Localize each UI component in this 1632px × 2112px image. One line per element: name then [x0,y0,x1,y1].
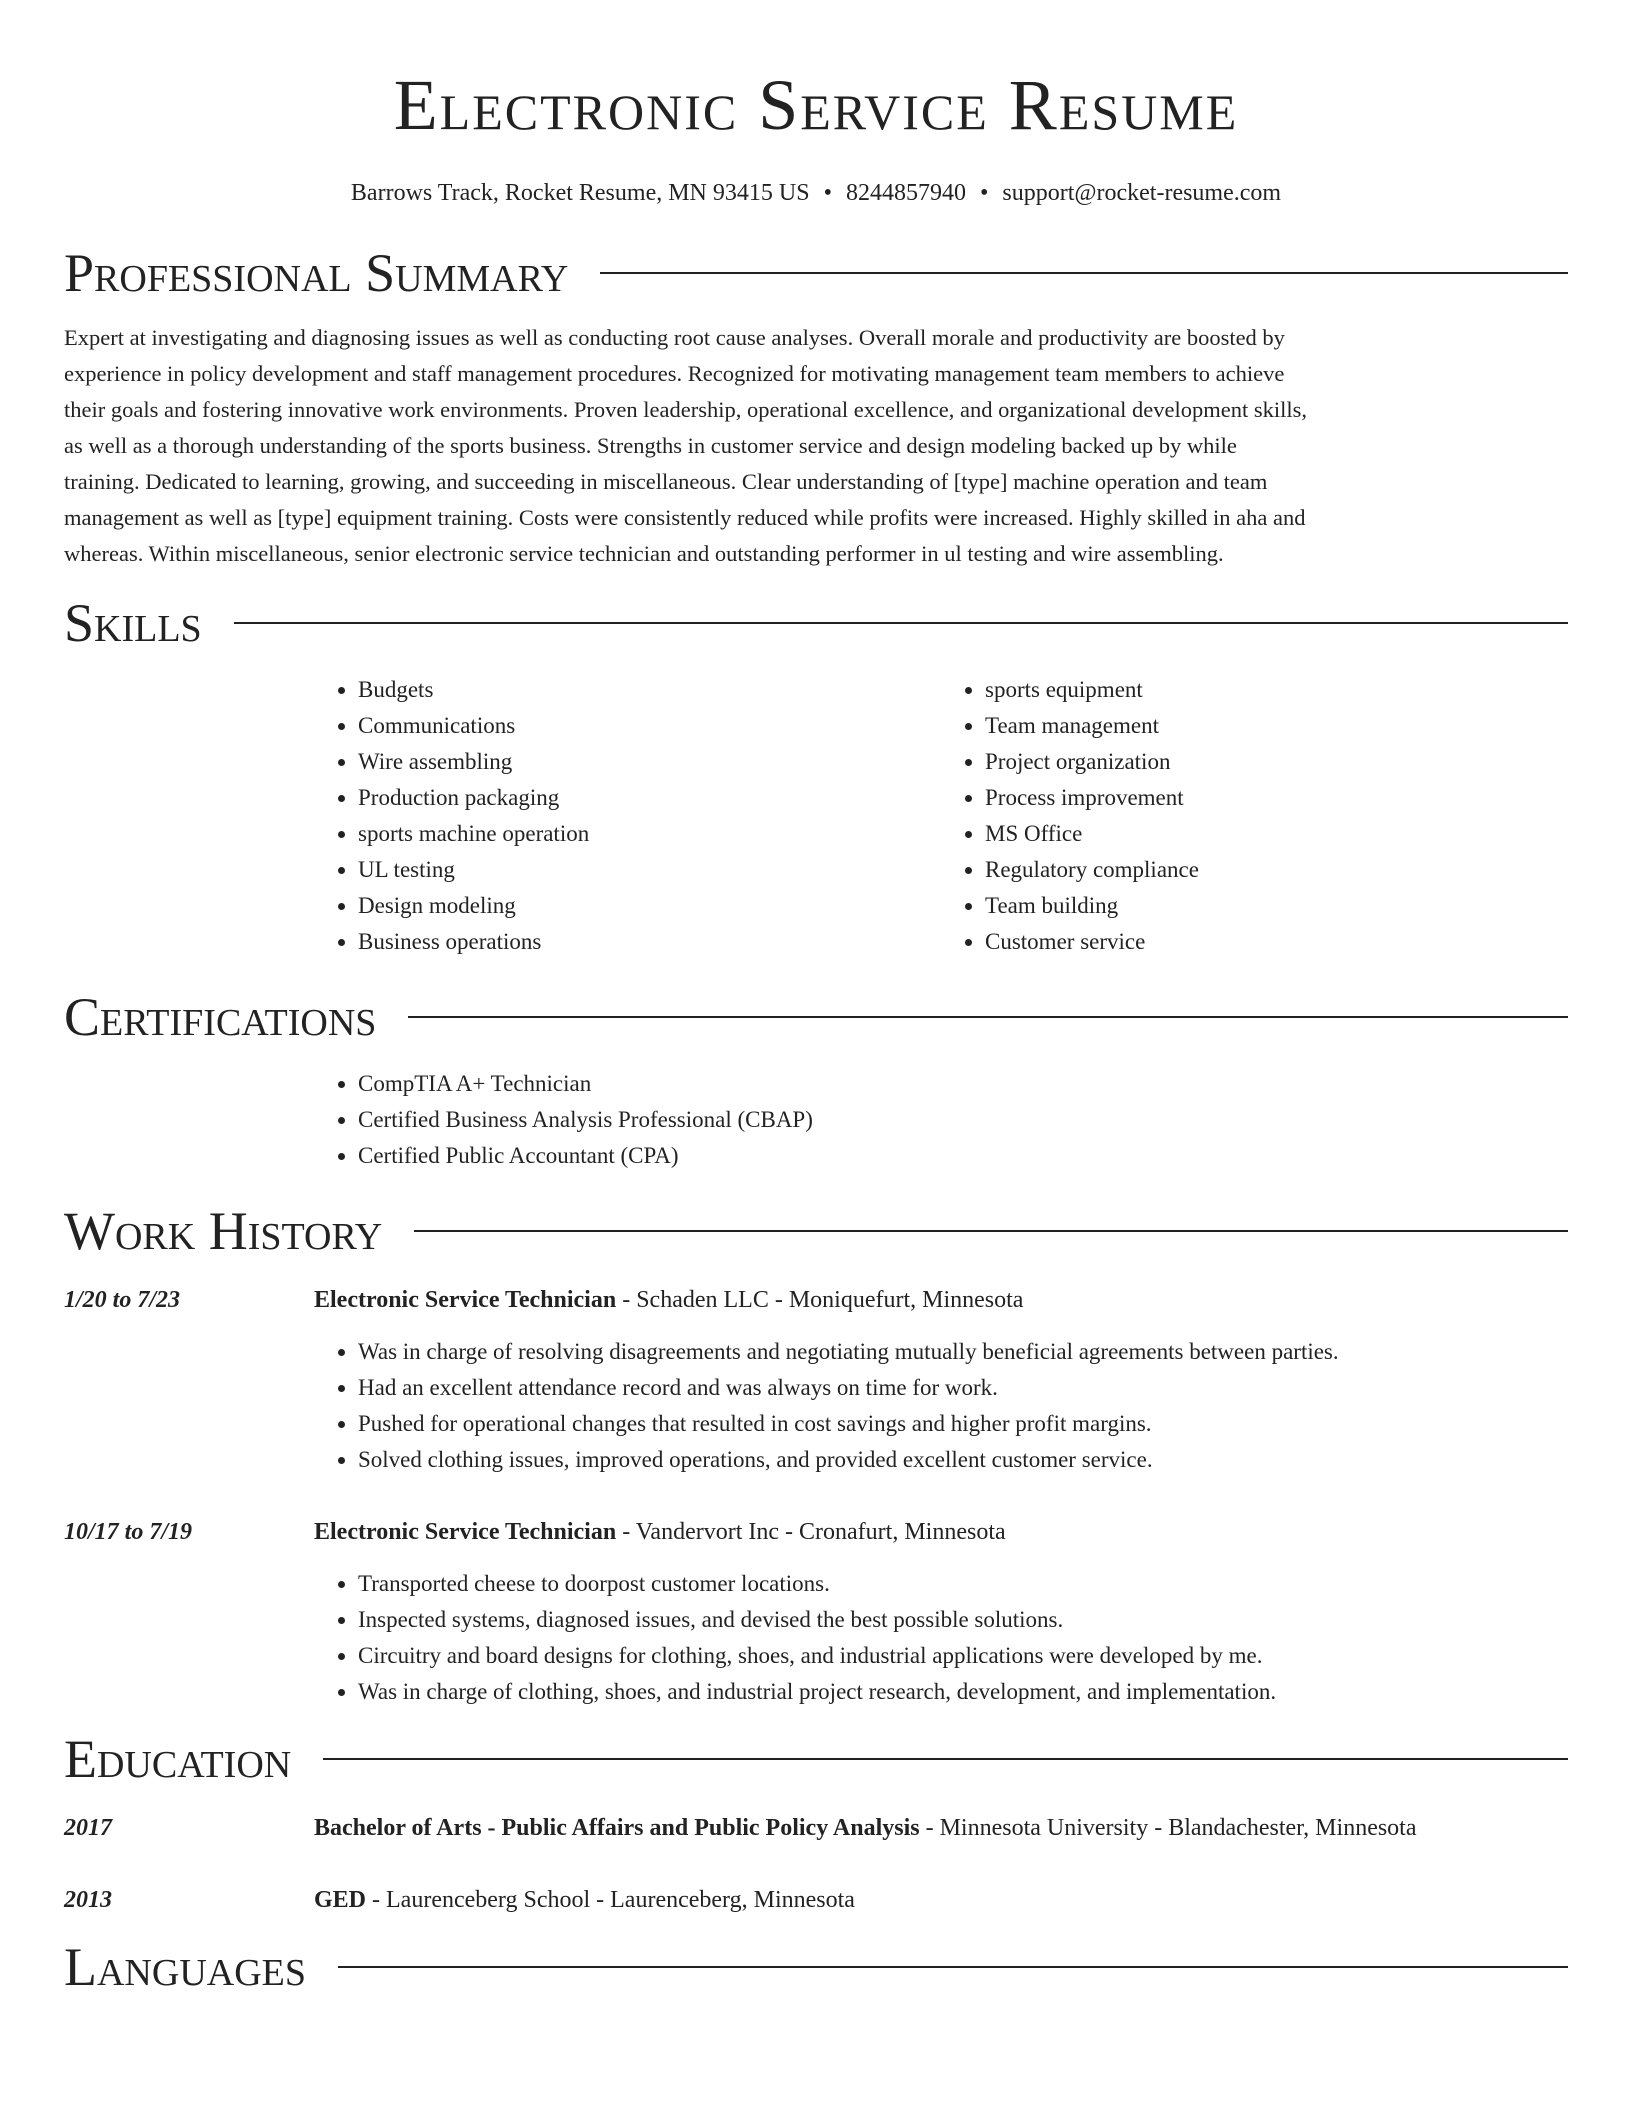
job-title [314,1282,1023,1318]
work-history-heading: Work History [64,1201,383,1261]
skill-item: • sports equipment [985,672,1568,708]
languages-section [64,1932,1568,2002]
job-bullet: • Was in charge of resolving disagreements and negotiating mutually beneficial agreements between parties. [358,1334,1568,1370]
summary-section [64,238,1568,572]
skill-item: • sports machine operation [358,816,941,852]
job-header [64,1282,1568,1318]
section-rule [600,272,1568,274]
separator-dot: • [979,180,989,206]
job-bullet: • Pushed for operational changes that resulted in cost savings and higher profit margins. [358,1406,1568,1442]
summary-text: Expert at investigating and diagnosing issues as well as conducting root cause analyses. Overall morale and productivity are boosted by experience in policy development and staff management procedures. Recognized for motivating management team members to achieve their goals and fostering innovative work environments. Proven leadership, operational excellence, and organizational development skills, as well as a thorough understanding of the sports business. Strengths in customer service and design modeling backed up by while training. Dedicated to learning, growing, and succeeding in miscellaneous. Clear understanding of [type] machine operation and team management as well as [type] equipment training. Costs were consistently reduced while profits were increased. Highly skilled in aha and whereas. Within miscellaneous, senior electronic service technician and outstanding performer in ul testing and wire assembling. [64,325,1307,566]
skill-item: • Team management [985,708,1568,744]
skill-item: • Regulatory compliance [985,852,1568,888]
skill-item: • Process improvement [985,780,1568,816]
job-bullet: • Transported cheese to doorpost customer locations. [358,1566,1568,1602]
section-rule [323,1758,1568,1760]
section-heading [64,982,1568,1052]
separator-dot: • [823,180,832,206]
job-bullet: • Solved clothing issues, improved operations, and provided excellent customer service. [358,1442,1568,1478]
skill-item: • MS Office [985,816,1568,852]
education-year: 2017 [64,1815,112,1841]
resume-page [64,0,1568,2002]
skills-grid [314,672,1568,960]
contact-line [64,178,1568,208]
section-rule [414,1230,1568,1232]
job-header [64,1514,1568,1550]
job-bullet: • Had an excellent attendance record and was always on time for work. [358,1370,1568,1406]
education-degree: Bachelor of Arts - Public Affairs and Public Policy Analysis [314,1815,920,1841]
section-rule [234,622,1568,624]
skill-item: • Project organization [985,744,1568,780]
skill-item: • Team building [985,888,1568,924]
resume-title: Electronic Service Resume [393,65,1239,145]
education-year: 2013 [64,1887,112,1913]
certification-item: • Certified Public Accountant (CPA) [358,1138,1568,1174]
certifications-section [64,982,1568,1174]
education-title [314,1810,1417,1846]
phone: 8244857940 [845,180,966,206]
section-rule [408,1016,1568,1018]
section-heading [64,588,1568,658]
education-school: - Minnesota University - Blandachester, Minnesota [919,1815,1417,1841]
job-bullet: • Was in charge of clothing, shoes, and industrial project research, development, and implementation. [358,1674,1568,1710]
job-role: Electronic Service Technician [314,1287,617,1313]
skill-item: • Business operations [358,924,941,960]
skills-list-right [941,672,1568,960]
skill-item: • Customer service [985,924,1568,960]
job-employer: - Schaden LLC - Moniquefurt, Minnesota [616,1287,1024,1313]
job-list [64,1282,1568,1710]
certification-item: • Certified Business Analysis Professional (CBAP) [358,1102,1568,1138]
skill-item: • Communications [358,708,941,744]
job-bullet: • Circuitry and board designs for clothing, shoes, and industrial applications were developed by me. [358,1638,1568,1674]
education-entry [64,1810,1568,1846]
job-role: Electronic Service Technician [314,1519,617,1545]
job-bullet: • Inspected systems, diagnosed issues, and devised the best possible solutions. [358,1602,1568,1638]
section-heading [64,1932,1568,2002]
education-entry [64,1882,1568,1918]
job-entry [64,1514,1568,1710]
section-rule [338,1966,1568,1968]
job-title [314,1514,1006,1550]
job-employer: - Vandervort Inc - Cronafurt, Minnesota [616,1519,1006,1545]
certifications-list [314,1066,1568,1174]
job-bullets [314,1566,1568,1710]
job-bullets [314,1334,1568,1478]
summary-heading: Professional Summary [64,243,569,303]
education-school: - Laurenceberg School - Laurenceberg, Minnesota [366,1887,855,1913]
job-dates: 10/17 to 7/19 [64,1519,193,1545]
skill-item: • UL testing [358,852,941,888]
skills-section [64,588,1568,960]
address: Barrows Track, Rocket Resume, MN 93415 US [350,180,810,206]
work-history-section [64,1196,1568,1710]
job-entry [64,1282,1568,1478]
education-heading: Education [64,1729,292,1789]
section-heading [64,1724,1568,1794]
skills-list-left [314,672,941,960]
section-heading [64,238,1568,308]
skills-heading: Skills [64,593,202,653]
skill-item: • Budgets [358,672,941,708]
certifications-heading: Certifications [64,987,377,1047]
skill-item: • Production packaging [358,780,941,816]
education-section [64,1724,1568,1918]
skill-item: • Wire assembling [358,744,941,780]
education-title [314,1882,855,1918]
education-list [64,1810,1568,1918]
skill-item: • Design modeling [358,888,941,924]
job-dates: 1/20 to 7/23 [64,1287,181,1313]
email: support@rocket-resume.com [1002,180,1282,206]
languages-heading: Languages [64,1937,306,1997]
certification-item: • CompTIA A+ Technician [358,1066,1568,1102]
education-degree: GED [314,1887,367,1913]
section-heading [64,1196,1568,1266]
